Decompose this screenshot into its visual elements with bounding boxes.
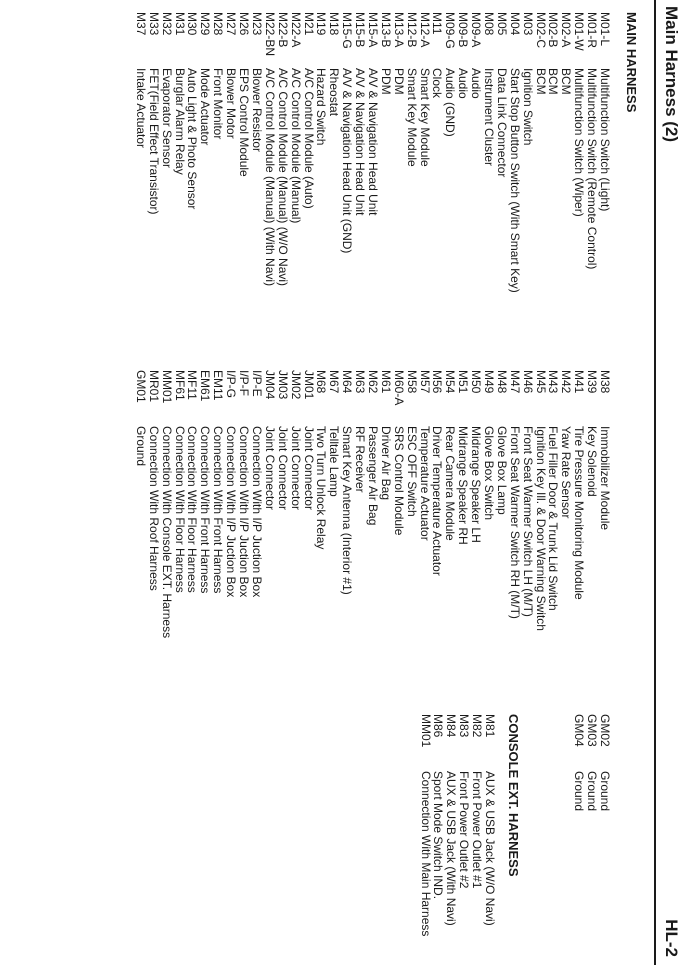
connector-description: Midrange Speaker RH	[456, 426, 471, 545]
connector-description: Glove Box Lamp	[494, 426, 509, 515]
connector-row	[186, 370, 199, 638]
connector-description: Data Link Connector	[494, 68, 509, 178]
connector-description: SRS Control Module	[391, 426, 406, 536]
connector-description: A/C Control Module (Manual) (With Navi)	[262, 68, 277, 287]
connector-description: Connection With Floor Harness	[172, 426, 187, 593]
connector-row	[572, 370, 585, 638]
connector-list-column-3	[572, 714, 611, 811]
connector-row	[444, 714, 457, 936]
connector-code: MR01	[146, 370, 161, 403]
connector-row	[521, 370, 534, 638]
connector-list-column-2	[134, 370, 611, 638]
connector-description: Burglar Alarm Relay	[172, 68, 187, 175]
connector-description: AUX & USB Jack (With Navi)	[444, 771, 459, 926]
connector-description: Rheostat	[327, 68, 342, 117]
connector-description: Instrument Cluster	[481, 68, 496, 167]
connector-code: M13-A	[391, 12, 406, 48]
connector-description: Telltale Lamp	[327, 426, 342, 497]
connector-description: Connection With I/P Juction Box	[249, 426, 264, 598]
connector-row	[508, 12, 521, 293]
connector-description: Ground	[585, 771, 600, 812]
connector-row	[340, 12, 353, 293]
connector-code: M56	[430, 370, 445, 394]
connector-row	[418, 12, 431, 293]
connector-description: PDM	[391, 68, 406, 95]
connector-list-console	[419, 714, 496, 936]
connector-row	[598, 12, 611, 293]
connector-row	[432, 714, 445, 936]
connector-code: M29	[198, 12, 213, 36]
connector-description: Mode Actuator	[198, 68, 213, 146]
connector-code: JM04	[262, 370, 277, 400]
connector-row	[224, 370, 237, 638]
connector-code: M50	[469, 370, 484, 394]
connector-description: Audio	[456, 68, 471, 99]
connector-description: Sport Mode Switch IND.	[431, 771, 446, 900]
connector-code: JM02	[288, 370, 303, 400]
connector-code: EM61	[198, 370, 213, 402]
connector-code: M19	[314, 12, 329, 36]
connector-code: M37	[133, 12, 148, 36]
connector-row	[160, 12, 173, 293]
connector-row	[443, 12, 456, 293]
connector-code: M08	[481, 12, 496, 36]
connector-code: M22-A	[288, 12, 303, 48]
connector-code: M42	[559, 370, 574, 394]
connector-code: M61	[378, 370, 393, 394]
connector-description: Connection With Console EXT. Harness	[159, 426, 174, 639]
connector-row	[211, 370, 224, 638]
connector-row	[457, 714, 470, 936]
connector-row	[302, 370, 315, 638]
connector-row	[147, 370, 160, 638]
connector-description: BCM	[546, 68, 561, 95]
connector-list-column-1	[134, 12, 611, 293]
connector-code: I/P-E	[249, 370, 264, 397]
connector-code: M62	[365, 370, 380, 394]
connector-row	[186, 12, 199, 293]
connector-code: M18	[327, 12, 342, 36]
connector-description: Connection With Roof Harness	[146, 426, 161, 591]
connector-description: BCM	[559, 68, 574, 95]
connector-code: M22-B	[275, 12, 290, 48]
connector-code: M58	[404, 370, 419, 394]
connector-description: Rear Camera Module	[443, 426, 458, 541]
connector-code: M22-BN	[262, 12, 277, 57]
connector-row	[276, 370, 289, 638]
page-title: Main Harness (2)	[662, 6, 681, 143]
connector-code: M81	[483, 714, 497, 738]
connector-code: M41	[572, 370, 587, 394]
connector-code: M49	[481, 370, 496, 394]
connector-code: M21	[301, 12, 316, 36]
connector-row	[585, 12, 598, 293]
connector-row	[392, 370, 405, 638]
connector-code: M46	[520, 370, 535, 394]
connector-row	[315, 12, 328, 293]
connector-row	[379, 12, 392, 293]
connector-code: JM03	[275, 370, 290, 400]
connector-description: BCM	[533, 68, 548, 95]
connector-code: GM03	[585, 714, 600, 747]
connector-description: Glove Box Switch	[481, 426, 496, 521]
connector-row	[224, 12, 237, 293]
connector-description: Passenger Air Bag	[365, 426, 380, 526]
connector-code: M27	[224, 12, 239, 36]
connector-row	[250, 12, 263, 293]
connector-row	[289, 12, 302, 293]
connector-row	[276, 12, 289, 293]
connector-code: I/P-F	[237, 370, 252, 396]
connector-description: Smart Key Antenna (Interior #1)	[340, 426, 355, 595]
connector-description: Start Stop Button Switch (With Smart Key)	[507, 68, 522, 293]
connector-code: M13-B	[378, 12, 393, 48]
connector-code: GM01	[133, 370, 148, 403]
connector-row	[585, 370, 598, 638]
connector-description: Auto Light & Photo Sensor	[185, 68, 200, 210]
connector-description: Key Solenoid	[585, 426, 600, 497]
connector-description: Front Power Outlet #2	[457, 771, 472, 889]
connector-code: M01-R	[585, 12, 600, 49]
connector-row	[470, 714, 483, 936]
connector-code: M60-A	[391, 370, 406, 406]
connector-code: M15-A	[365, 12, 380, 48]
connector-code: M02-B	[546, 12, 561, 48]
connector-row	[315, 370, 328, 638]
connector-description: Front Power Outlet #1	[470, 771, 485, 889]
connector-description: Driver Air Bag	[378, 426, 393, 501]
connector-description: EPS Control Module	[237, 68, 252, 177]
connector-row	[250, 370, 263, 638]
connector-description: Midrange Speaker LH	[469, 426, 484, 543]
connector-code: M01-W	[572, 12, 587, 51]
connector-code: M57	[417, 370, 432, 394]
connector-description: A/V & Navigation Head Unit	[365, 68, 380, 216]
connector-row	[405, 370, 418, 638]
connector-code: M23	[249, 12, 264, 36]
connector-description: Connection With Main Harness	[418, 771, 433, 937]
connector-row	[405, 12, 418, 293]
connector-description: Hazard Switch	[314, 68, 329, 146]
connector-description: Front Seat Warmer Switch RH (M/T)	[507, 426, 522, 619]
connector-row	[134, 370, 147, 638]
connector-row	[443, 370, 456, 638]
connector-description: Front Seat Warmer Switch LH (M/T)	[520, 426, 535, 617]
connector-code: M02-C	[533, 12, 548, 49]
connector-code: M26	[237, 12, 252, 36]
connector-row	[585, 714, 598, 811]
connector-code: M51	[456, 370, 471, 394]
page-code: HL-2	[662, 919, 681, 957]
connector-code: M12-B	[404, 12, 419, 48]
connector-row	[134, 12, 147, 293]
connector-row	[508, 370, 521, 638]
connector-description: Joint Connector	[262, 426, 277, 511]
connector-row	[366, 12, 379, 293]
connector-description: RF Receiver	[353, 426, 368, 493]
connector-row	[379, 370, 392, 638]
connector-code: M63	[353, 370, 368, 394]
connector-code: M33	[146, 12, 161, 36]
connector-row	[469, 370, 482, 638]
connector-description: Ignition Key Ill. & Door Warning Switch	[533, 426, 548, 631]
connector-row	[534, 370, 547, 638]
connector-description: Connection With Front Harness	[211, 426, 226, 594]
connector-row	[327, 370, 340, 638]
connector-description: A/V & Navigation Head Unit (GND)	[340, 68, 355, 254]
connector-code: EM11	[211, 370, 226, 401]
connector-code: M15-B	[353, 12, 368, 48]
connector-row	[495, 12, 508, 293]
connector-description: Front Monitor	[211, 68, 226, 140]
connector-code: JM01	[301, 370, 316, 400]
connector-row	[199, 370, 212, 638]
connector-row	[456, 370, 469, 638]
connector-code: M09-A	[469, 12, 484, 48]
connector-description: Two Turn Unlock Relay	[314, 426, 329, 550]
connector-description: Smart Key Module	[417, 68, 432, 167]
connector-row	[431, 12, 444, 293]
connector-code: M68	[314, 370, 329, 394]
connector-code: MF61	[172, 370, 187, 401]
connector-description: A/C Control Module (Manual)	[288, 68, 303, 224]
connector-row	[160, 370, 173, 638]
connector-description: A/V & Navigation Head Unit	[353, 68, 368, 216]
connector-description: Blower Resistor	[249, 68, 264, 153]
connector-description: Connection With I/P Juction Box	[224, 426, 239, 598]
connector-code: I/P-G	[224, 370, 239, 399]
connector-description: Multifunction Switch (Wiper)	[572, 68, 587, 217]
connector-row	[173, 12, 186, 293]
connector-description: Connection With Floor Harness	[185, 426, 200, 593]
connector-row	[340, 370, 353, 638]
connector-description: ESC OFF Switch	[404, 426, 419, 517]
connector-code: GM02	[598, 714, 612, 747]
connector-description: Yaw Rate Sensor	[559, 426, 574, 519]
connector-code: M30	[185, 12, 200, 36]
connector-code: M04	[507, 12, 522, 36]
connector-row	[237, 12, 250, 293]
connector-row	[559, 12, 572, 293]
connector-description: Driver Temperature Actuator	[430, 426, 445, 576]
connector-row	[263, 370, 276, 638]
connector-row	[482, 12, 495, 293]
connector-description: Blower Motor	[224, 68, 239, 139]
connector-description: Ground	[572, 771, 587, 812]
connector-description: Joint Connector	[301, 426, 316, 511]
connector-code: M05	[494, 12, 509, 36]
connector-description: Immobilizer Module	[598, 426, 612, 531]
connector-code: M43	[546, 370, 561, 394]
connector-row	[327, 12, 340, 293]
connector-row	[366, 370, 379, 638]
connector-code: MM01	[159, 370, 174, 404]
connector-code: M31	[172, 12, 187, 36]
connector-description: Multifunction Switch (Remote Control)	[585, 68, 600, 270]
connector-description: Audio	[469, 68, 484, 99]
connector-code: MF11	[185, 370, 200, 400]
connector-row	[353, 12, 366, 293]
section-title-console-ext-harness: CONSOLE EXT. HARNESS	[506, 714, 521, 877]
connector-code: M45	[533, 370, 548, 394]
connector-description: Clock	[430, 68, 445, 99]
connector-code: M67	[327, 370, 342, 394]
connector-code: M82	[470, 714, 485, 738]
connector-code: M09-B	[456, 12, 471, 48]
connector-code: M83	[457, 714, 472, 738]
connector-code: M38	[598, 370, 612, 394]
connector-code: M84	[444, 714, 459, 738]
connector-description: FET(Field Effect Transistor)	[146, 68, 161, 215]
connector-row	[211, 12, 224, 293]
connector-description: Tire Pressure Monitoring Module	[572, 426, 587, 600]
header-divider	[654, 0, 656, 965]
connector-code: M11	[430, 12, 445, 35]
connector-code: M48	[494, 370, 509, 394]
connector-row	[572, 714, 585, 811]
connector-code: M15-G	[340, 12, 355, 49]
connector-row	[173, 370, 186, 638]
connector-description: Joint Connector	[288, 426, 303, 511]
connector-row	[289, 370, 302, 638]
connector-row	[392, 12, 405, 293]
connector-description: Multifunction Switch (Light)	[598, 68, 612, 212]
connector-code: M47	[507, 370, 522, 394]
connector-code: GM04	[572, 714, 587, 747]
connector-code: M54	[443, 370, 458, 394]
connector-row	[483, 714, 496, 936]
connector-row	[418, 370, 431, 638]
connector-description: Joint Connector	[275, 426, 290, 511]
connector-row	[469, 12, 482, 293]
connector-row	[237, 370, 250, 638]
connector-row	[431, 370, 444, 638]
connector-code: M03	[520, 12, 535, 36]
connector-code: M86	[431, 714, 446, 738]
connector-description: Intake Actuator	[133, 68, 148, 149]
connector-description: Evaporator Sensor	[159, 68, 174, 169]
connector-row	[598, 370, 611, 638]
connector-row	[482, 370, 495, 638]
connector-row	[147, 12, 160, 293]
connector-description: Audio (GND)	[443, 68, 458, 137]
connector-row	[534, 12, 547, 293]
connector-code: M09-G	[443, 12, 458, 49]
connector-description: Connection With Front Harness	[198, 426, 213, 594]
connector-description: Connection With I/P Juction Box	[237, 426, 252, 598]
connector-row	[495, 370, 508, 638]
connector-code: M12-A	[417, 12, 432, 48]
connector-row	[572, 12, 585, 293]
connector-code: MM01	[418, 714, 433, 748]
connector-code: M02-A	[559, 12, 574, 48]
connector-row	[456, 12, 469, 293]
connector-code: M64	[340, 370, 355, 394]
connector-code: M01-L	[598, 12, 612, 47]
connector-row	[559, 370, 572, 638]
connector-row	[302, 12, 315, 293]
connector-description: Fuel Filler Door & Trunk Lid Switch	[546, 426, 561, 611]
connector-description: Ground	[133, 426, 148, 467]
connector-description: AUX & USB Jack (W/O Navi)	[483, 771, 497, 926]
connector-code: M32	[159, 12, 174, 36]
connector-row	[353, 370, 366, 638]
connector-row	[419, 714, 432, 936]
connector-row	[263, 12, 276, 293]
connector-description: A/C Control Module (Manual) (W/O Navi)	[275, 68, 290, 287]
connector-row	[521, 12, 534, 293]
connector-row	[547, 12, 560, 293]
connector-description: Ground	[598, 771, 612, 812]
connector-row	[199, 12, 212, 293]
connector-description: PDM	[378, 68, 393, 95]
connector-code: M39	[585, 370, 600, 394]
section-title-main-harness: MAIN HARNESS	[624, 12, 639, 113]
connector-description: Temperature Actuator	[417, 426, 432, 541]
connector-row	[547, 370, 560, 638]
connector-description: Smart Key Module	[404, 68, 419, 167]
connector-description: Ignition Switch	[520, 68, 535, 146]
connector-row	[598, 714, 611, 811]
connector-code: M28	[211, 12, 226, 36]
connector-description: A/C Control Module (Auto)	[301, 68, 316, 209]
